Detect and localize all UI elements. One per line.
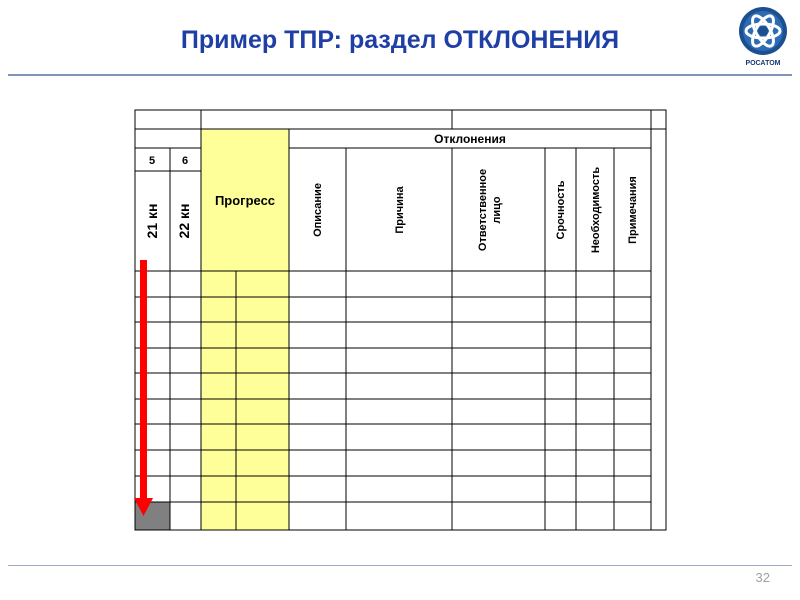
col-label-21kn: 21 кн xyxy=(144,203,160,239)
footer-divider xyxy=(8,565,792,566)
col-label-22kn: 22 кн xyxy=(176,203,192,239)
page-title: Пример ТПР: раздел ОТКЛОНЕНИЯ xyxy=(180,26,620,54)
col-header-necessity: Необходимость xyxy=(590,166,602,254)
col-number-6: 6 xyxy=(181,155,189,167)
red-arrow-icon xyxy=(134,260,153,516)
col-header-description: Описание xyxy=(312,183,324,237)
col-number-5: 5 xyxy=(148,155,156,167)
col-header-notes: Примечания xyxy=(627,176,639,244)
deviations-group-header: Отклонения xyxy=(434,132,506,146)
col-header-reason: Причина xyxy=(394,186,406,234)
page-number: 32 xyxy=(755,570,770,585)
col-header-responsible: Ответственное лицо xyxy=(477,168,503,252)
col-header-urgency: Срочность xyxy=(555,180,567,240)
logo-text: РОСАТОМ xyxy=(745,60,781,67)
progress-header: Прогресс xyxy=(214,193,276,208)
progress-column-fill xyxy=(201,129,289,530)
